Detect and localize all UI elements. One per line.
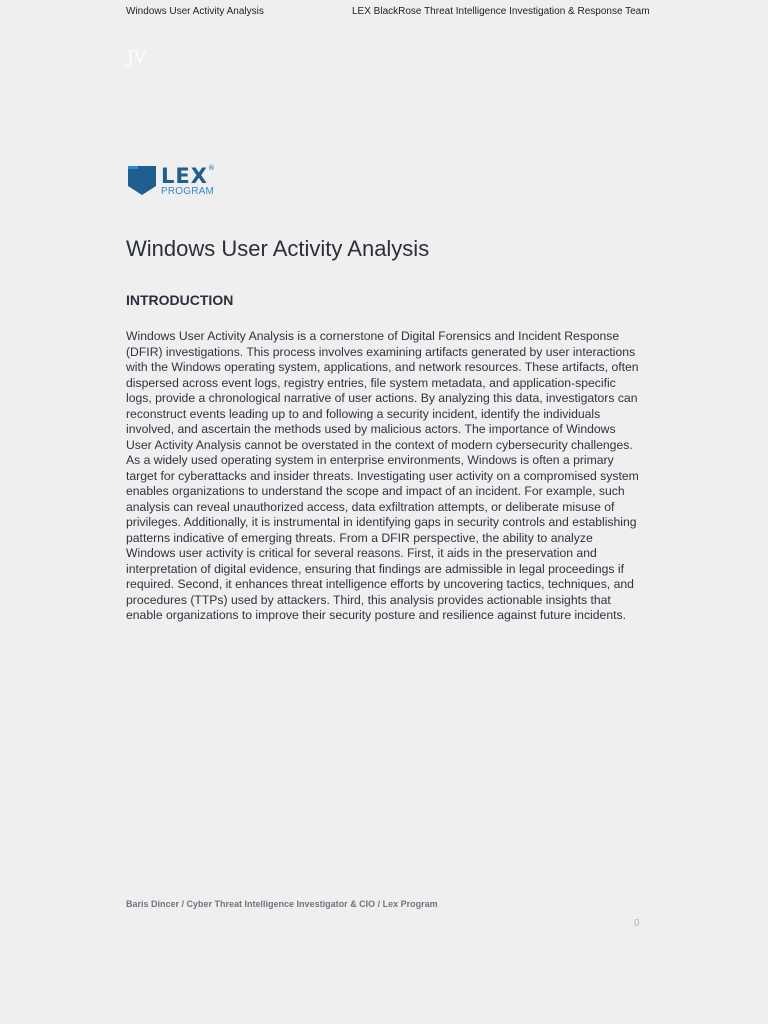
introduction-paragraph: Windows User Activity Analysis is a cornerstone of Digital Forensics and Incident Response (DFIR) investigations. This process involves examining artifacts generated by user interactions with the Windows operating system, applications, and network resources. These artifacts, often dispersed across event logs, registry entries, file system metadata, and application-specific logs, provide a chronological narrative of user actions. By analyzing this data, investigators can reconstruct events leading up to and following a security incident, identify the individuals involved, and ascertain the methods used by malicious actors. The importance of Windows User Activity Analysis cannot be overstated in the context of modern cybersecurity challenges. As a widely used operating system in enterprise environments, Windows is often a primary target for cyberattacks and insider threats. Investigating user activity on a compromised system enables organizations to understand the scope and impact of an incident. For example, such analysis can reveal unauthorized access, data exfiltration attempts, or deliberate misuse of privileges. Additionally, it is instrumental in identifying gaps in security controls and establishing patterns indicative of emerging threats. From a DFIR perspective, the ability to analyze Windows user activity is critical for several reasons. First, it aids in the preservation and interpretation of digital evidence, ensuring that findings are admissible in legal proceedings if required. Second, it enhances threat intelligence efforts by uncovering tactics, techniques, and procedures (TTPs) used by attackers. Third, this analysis provides actionable insights that enable organizations to improve their security posture and resilience against future incidents. <box>126 329 639 622</box>
header-team-name: LEX BlackRose Threat Intelligence Investigation & Response Team <box>352 6 650 17</box>
header-document-title: Windows User Activity Analysis <box>126 6 264 17</box>
signature-mark: JV <box>127 48 147 68</box>
footer-author: Baris Dincer / Cyber Threat Intelligence Investigator & CIO / Lex Program <box>126 899 438 909</box>
lex-program-logo <box>128 166 214 197</box>
registered-mark: ® <box>207 164 216 172</box>
logo-program-label: PROGRAM <box>161 186 215 197</box>
shield-icon <box>128 166 156 196</box>
page-number: 0 <box>634 918 640 929</box>
section-heading-introduction: INTRODUCTION <box>126 292 234 308</box>
page-title: Windows User Activity Analysis <box>126 236 430 261</box>
logo-wordmark: LEX ® <box>161 164 216 188</box>
